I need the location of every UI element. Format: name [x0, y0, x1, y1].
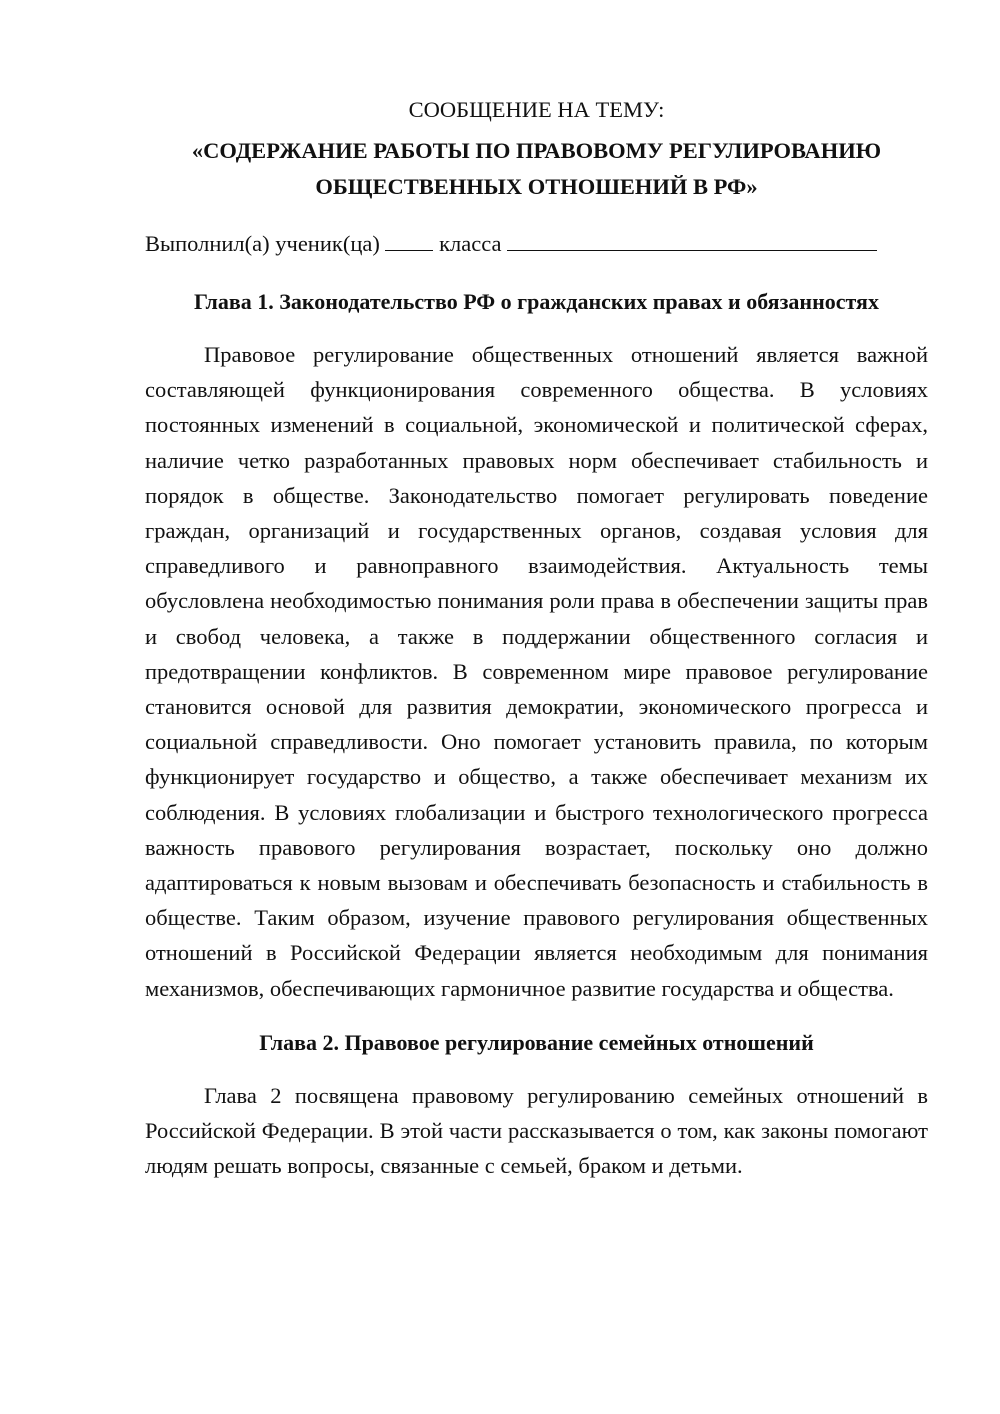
performer-label: Выполнил(а) ученик(ца) [145, 231, 380, 256]
performer-line [145, 227, 928, 261]
chapter-2-paragraph: Глава 2 посвящена правовому регулированию семейных отношений в Российской Федерации. В этой части рассказывается о том, как законы помогают людям решать вопросы, связанные с семьей, браком и детьми. [145, 1082, 928, 1179]
chapter-1-heading: Глава 1. Законодательство РФ о гражданских правах и обязанностях [194, 289, 879, 314]
class-label: класса [439, 231, 502, 256]
class-blank-field[interactable] [507, 228, 877, 251]
grade-blank-field[interactable] [385, 228, 433, 251]
document-title [145, 133, 928, 205]
chapter-2-heading: Глава 2. Правовое регулирование семейных отношений [259, 1029, 814, 1055]
chapter-1-paragraph: Правовое регулирование общественных отношений является важной составляющей функционирования современного общества. В условиях постоянных изменений в социальной, экономической и политической сферах, наличие четко разработанных правовых норм обеспечивает стабильность и порядок в обществе. Законодательство помогает регулировать поведение граждан, организаций и государственных органов, создавая условия для справедливого и равноправного взаимодействия. Актуальность темы обусловлена необходимостью понимания роли права в обеспечении защиты прав и свобод человека, а также в поддержании общественного согласия и предотвращении конфликтов. В современном мире правовое регулирование становится основой для развития демократии, экономического прогресса и социальной справедливости. Оно помогает установить правила, по которым функционирует государство и общество, а также обеспечивает механизм их соблюдения. В условиях глобализации и быстрого технологического прогресса важность правового регулирования возрастает, поскольку оно должно адаптироваться к новым вызовам и обеспечивать безопасность и стабильность в обществе. Таким образом, изучение правового регулирования общественных отношений в Российской Федерации является необходимым для понимания механизмов, обеспечивающих гармоничное развитие государства и общества. [145, 342, 928, 1001]
title-line-1: «СОДЕРЖАНИЕ РАБОТЫ ПО ПРАВОВОМУ РЕГУЛИРОВАНИЮ [191, 138, 882, 163]
title-line-2: ОБЩЕСТВЕННЫХ ОТНОШЕНИЙ В РФ» [315, 174, 758, 199]
page-content [145, 93, 928, 1183]
document-caption: СООБЩЕНИЕ НА ТЕМУ: [408, 97, 665, 122]
